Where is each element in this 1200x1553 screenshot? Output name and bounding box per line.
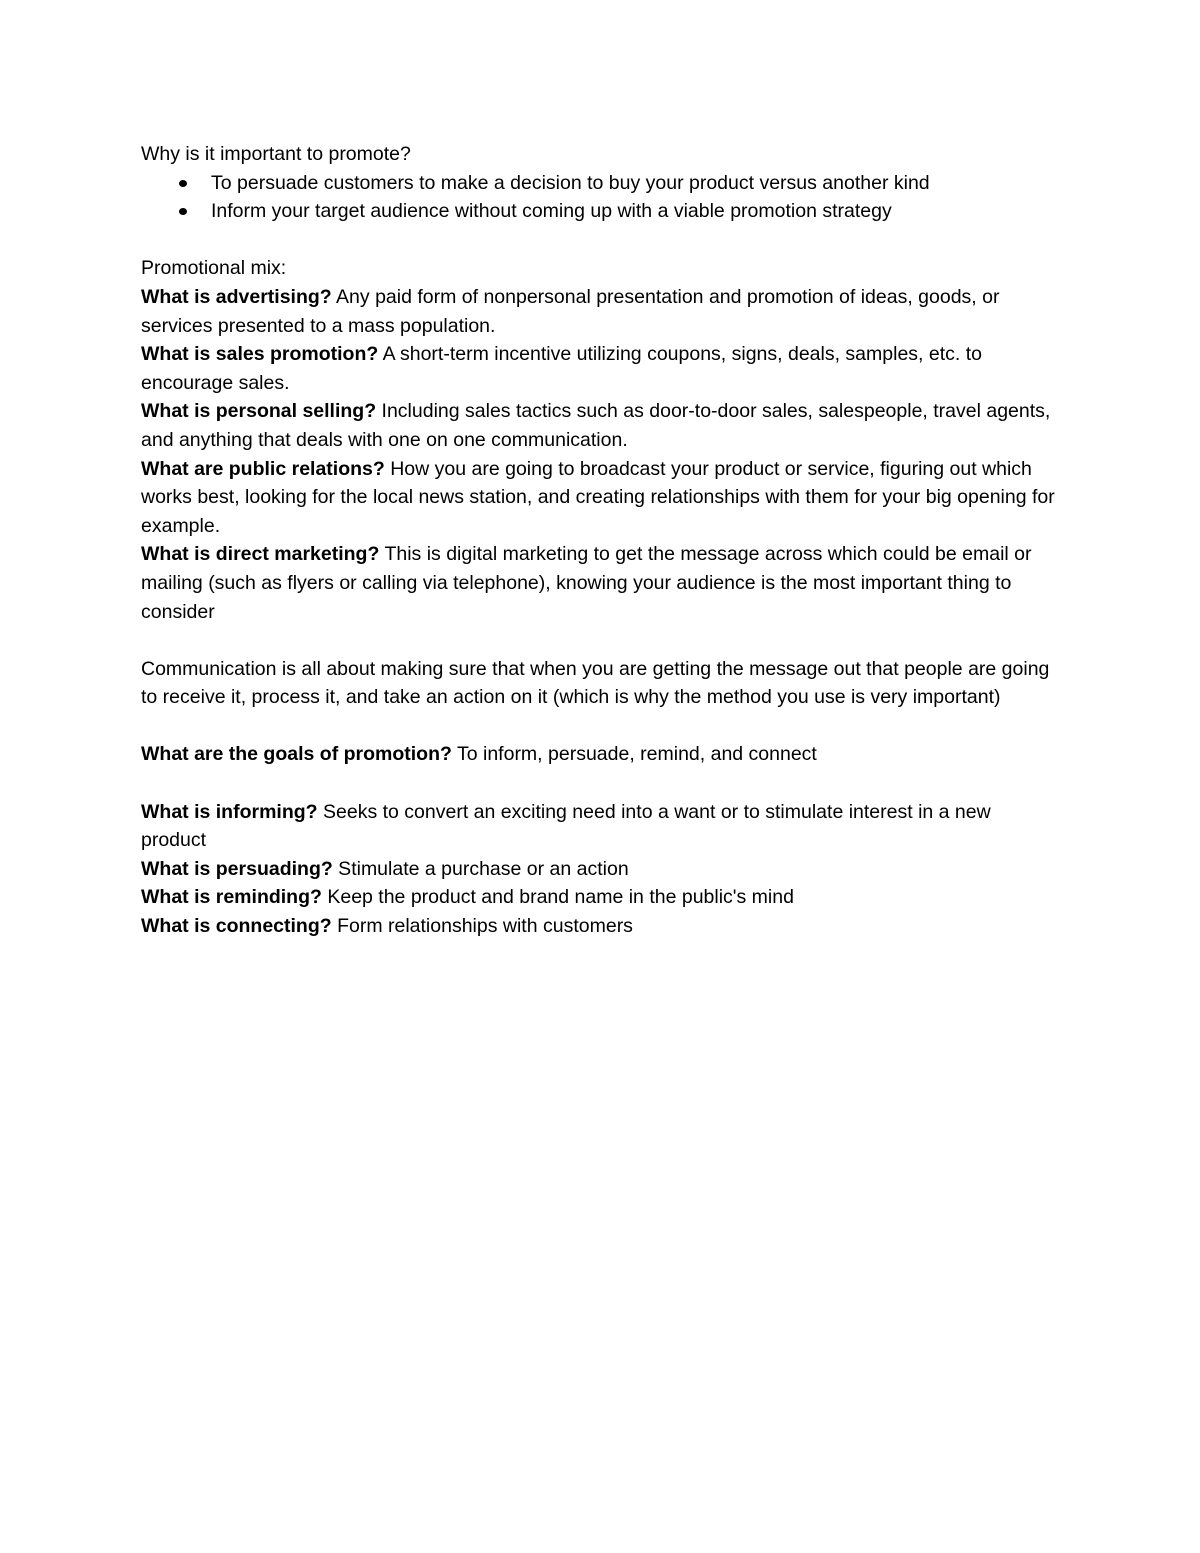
definition-text: Keep the product and brand name in the public's mind — [321, 886, 794, 909]
definition-term: What is reminding? — [141, 886, 322, 909]
definition-connecting — [141, 912, 1061, 941]
spacer — [141, 626, 1061, 655]
definition-informing — [141, 798, 1061, 855]
bullet-dot-icon — [179, 208, 187, 215]
intro-question: Why is it important to promote? — [141, 143, 411, 165]
definition-term: What is personal selling? — [141, 400, 377, 423]
definition-direct-marketing — [141, 540, 1061, 626]
definition-term: What is direct marketing? — [141, 543, 380, 566]
definition-text: Stimulate a purchase or an action — [332, 857, 629, 880]
bullet-text: Inform your target audience without coming up with a viable promotion strategy — [211, 200, 892, 223]
definition-text: Form relationships with customers — [331, 915, 633, 938]
goals-paragraph — [141, 740, 1061, 769]
definition-personal-selling — [141, 397, 1061, 454]
definition-term: What is informing? — [141, 800, 318, 823]
definition-term: What is advertising? — [141, 285, 332, 308]
definition-term: What is connecting? — [141, 915, 332, 938]
promo-mix-heading: Promotional mix: — [141, 257, 287, 280]
document-page — [141, 140, 1061, 941]
bullet-text: To persuade customers to make a decision to buy your product versus another kind — [211, 171, 930, 194]
definition-reminding — [141, 883, 1061, 912]
definition-text: A short-term incentive utilizing coupons, signs, deals, samples, etc. to encourage sales. — [141, 343, 982, 394]
bullet-item — [141, 169, 1061, 198]
bullet-dot-icon — [179, 180, 187, 187]
definition-term: What is persuading? — [141, 857, 333, 880]
goals-term: What are the goals of promotion? — [141, 743, 452, 766]
definition-term: What is sales promotion? — [141, 343, 379, 366]
bullet-item — [141, 197, 1061, 226]
definition-text: Including sales tactics such as door-to-door sales, salespeople, travel agents, and anything that deals with one on one communication. — [141, 400, 1051, 451]
definition-term: What are public relations? — [141, 457, 385, 480]
definition-text: Any paid form of nonpersonal presentation and promotion of ideas, goods, or services presented to a mass population. — [141, 285, 1000, 337]
communication-paragraph: Communication is all about making sure that when you are getting the message out that people are going to receive it, process it, and take an action on it (which is why the method you use is very important) — [141, 657, 1050, 709]
goals-text: To inform, persuade, remind, and connect — [451, 743, 817, 766]
definition-persuading — [141, 855, 1061, 884]
spacer — [141, 226, 1061, 255]
definition-text: This is digital marketing to get the message across which could be email or mailing (such as flyers or calling via telephone), knowing your audience is the most important thing to consider — [141, 543, 1032, 623]
definition-public-relations — [141, 455, 1061, 541]
bullet-list — [141, 169, 1061, 226]
spacer — [141, 712, 1061, 741]
definition-text: How you are going to broadcast your product or service, figuring out which works best, looking for the local news station, and creating relationships with them for your big opening for example. — [141, 457, 1055, 537]
spacer — [141, 769, 1061, 798]
definition-sales-promotion — [141, 340, 1061, 397]
definition-advertising — [141, 283, 1061, 340]
definition-text: Seeks to convert an exciting need into a want or to stimulate interest in a new product — [141, 800, 991, 852]
